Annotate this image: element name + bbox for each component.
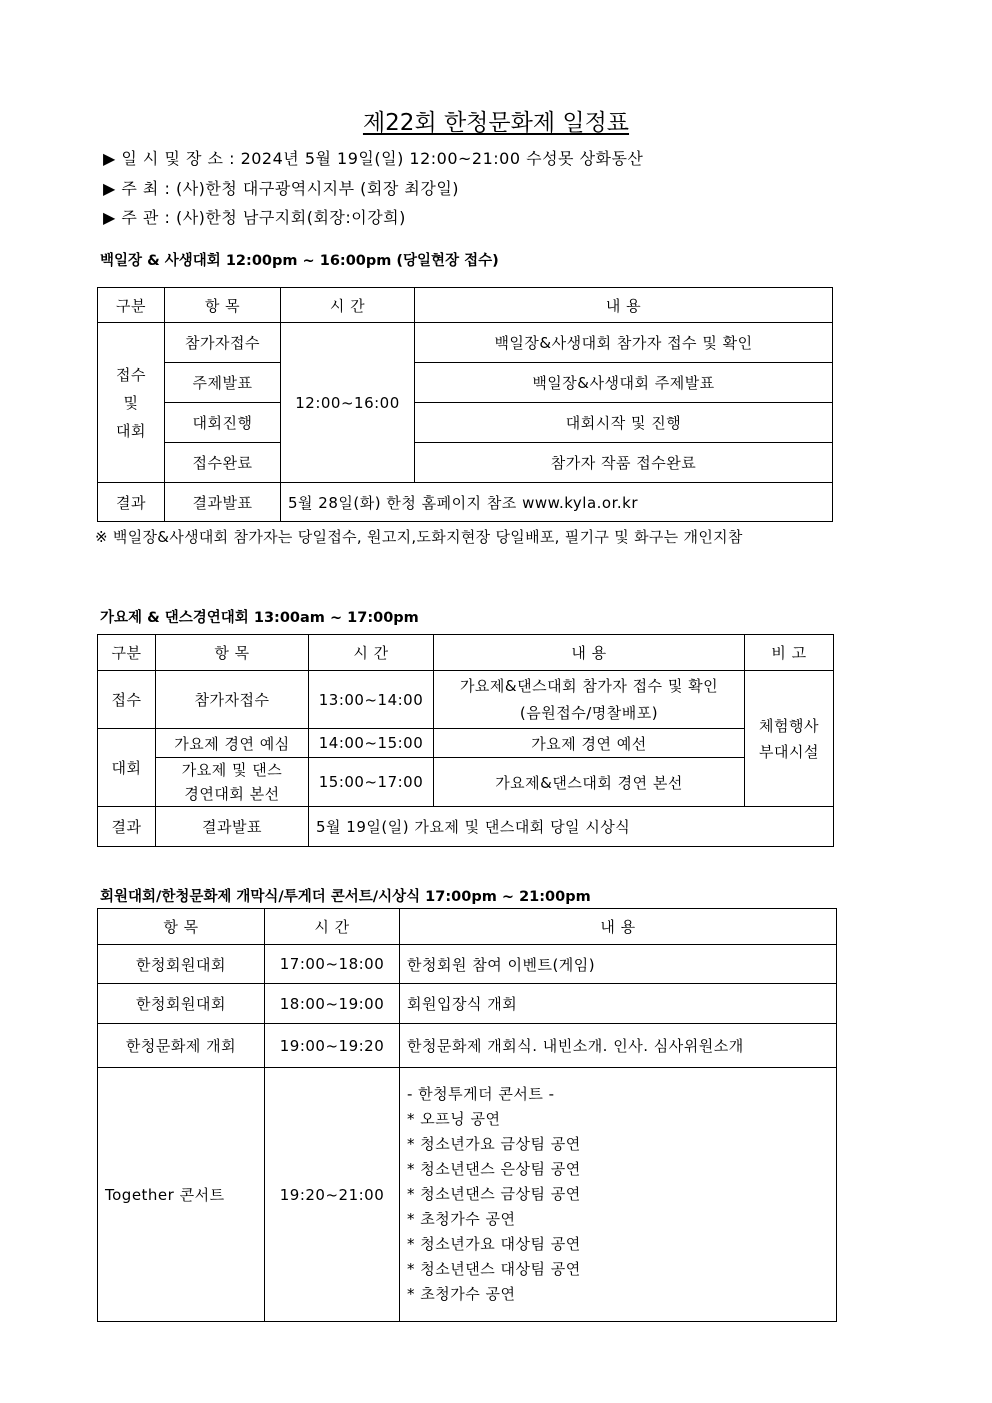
header-content: 내 용 (434, 635, 745, 671)
info-datetime-place: ▶ 일 시 및 장 소 : 2024년 5월 19일(일) 12:00~21:00 수성못 상화동산 (103, 149, 644, 168)
row-content: 가요제&댄스대회 경연 본선 (434, 758, 745, 807)
list-item: * 청소년댄스 대상팀 공연 (407, 1260, 581, 1278)
row-time: 19:20~21:00 (265, 1068, 400, 1322)
group-label-line: 대회 (116, 421, 146, 440)
row-group: 결과 (98, 483, 165, 522)
row-item: 참가자접수 (165, 323, 281, 363)
row-time: 19:00~19:20 (265, 1024, 400, 1068)
row-item: 대회진행 (165, 403, 281, 443)
table-row (98, 363, 833, 403)
header-item: 항 목 (98, 909, 265, 945)
row-time: 17:00~18:00 (265, 945, 400, 984)
header-item: 항 목 (165, 288, 281, 323)
table-row (98, 1024, 837, 1068)
list-item: * 초청가수 공연 (407, 1210, 516, 1228)
row-item: 결과발표 (156, 807, 309, 847)
row-content: 백일장&사생대회 참가자 접수 및 확인 (415, 323, 833, 363)
table-row (98, 483, 833, 522)
row-item: Together 콘서트 (98, 1068, 265, 1322)
row-content: 한청문화제 개회식. 내빈소개. 인사. 심사위원소개 (400, 1024, 837, 1068)
row-note-line: 부대시설 (759, 742, 819, 761)
list-item: * 오프닝 공연 (407, 1110, 501, 1128)
row-note (745, 671, 834, 807)
header-time: 시 간 (281, 288, 415, 323)
table-row (98, 443, 833, 483)
section3-table (97, 908, 837, 1322)
row-item: 참가자접수 (156, 671, 309, 729)
row-item: 접수완료 (165, 443, 281, 483)
row-content: 한청회원 참여 이벤트(게임) (400, 945, 837, 984)
header-content: 내 용 (400, 909, 837, 945)
row-content-line: (음원접수/명찰배포) (519, 703, 659, 722)
row-item: 결과발표 (165, 483, 281, 522)
list-item: * 청소년가요 금상팀 공연 (407, 1135, 581, 1153)
section2-heading: 가요제 & 댄스경연대회 13:00am ~ 17:00pm (100, 610, 419, 626)
header-category: 구분 (98, 288, 165, 323)
header-note: 비 고 (745, 635, 834, 671)
group-label-line: 접수 (116, 365, 146, 384)
row-time: 12:00~16:00 (281, 323, 415, 483)
row-content (400, 1068, 837, 1322)
row-group: 대회 (98, 729, 156, 807)
section3-heading: 회원대회/한청문화제 개막식/투게더 콘서트/시상식 17:00pm ~ 21:00pm (100, 889, 591, 905)
row-item (156, 758, 309, 807)
row-content: 참가자 작품 접수완료 (415, 443, 833, 483)
row-content: 대회시작 및 진행 (415, 403, 833, 443)
table-row (98, 403, 833, 443)
page-title (0, 104, 992, 137)
table-row (98, 758, 834, 807)
row-time: 18:00~19:00 (265, 984, 400, 1024)
info-host: ▶ 주 최 : (사)한청 대구광역시지부 (회장 최강일) (103, 179, 460, 198)
section1-table (97, 287, 833, 522)
list-item: * 청소년가요 대상팀 공연 (407, 1235, 581, 1253)
row-content: 회원입장식 개회 (400, 984, 837, 1024)
info-organizer: ▶ 주 관 : (사)한청 남구지회(회장:이강희) (103, 208, 406, 227)
header-category: 구분 (98, 635, 156, 671)
row-item: 한청회원대회 (98, 945, 265, 984)
table-row (98, 945, 837, 984)
page-title-text: 제22회 한청문화제 일정표 (362, 110, 630, 136)
row-item: 주제발표 (165, 363, 281, 403)
section1-heading: 백일장 & 사생대회 12:00pm ~ 16:00pm (당일현장 접수) (100, 253, 499, 269)
row-content: 5월 19일(일) 가요제 및 댄스대회 당일 시상식 (309, 807, 834, 847)
table-header-row (98, 909, 837, 945)
row-time: 13:00~14:00 (309, 671, 434, 729)
table-header-row (98, 288, 833, 323)
row-note-line: 체험행사 (759, 716, 819, 735)
table-row (98, 1068, 837, 1322)
row-group: 접수 (98, 671, 156, 729)
table-row (98, 807, 834, 847)
row-item-line: 경연대회 본선 (184, 785, 280, 803)
row-content: 5월 28일(화) 한청 홈페이지 참조 www.kyla.or.kr (281, 483, 833, 522)
row-item: 가요제 경연 예심 (156, 729, 309, 758)
row-content (434, 671, 745, 729)
header-time: 시 간 (309, 635, 434, 671)
table-header-row (98, 635, 834, 671)
row-content: 가요제 경연 예선 (434, 729, 745, 758)
concert-program-list (407, 1082, 832, 1307)
section1-note: ※ 백일장&사생대회 참가자는 당일접수, 원고지,도화지현장 당일배포, 필기구 및 화구는 개인지참 (95, 528, 743, 546)
row-item: 한청문화제 개회 (98, 1024, 265, 1068)
table-row (98, 323, 833, 363)
header-time: 시 간 (265, 909, 400, 945)
list-item: * 청소년댄스 금상팀 공연 (407, 1185, 581, 1203)
list-item: * 청소년댄스 은상팀 공연 (407, 1160, 581, 1178)
row-content: 백일장&사생대회 주제발표 (415, 363, 833, 403)
row-group: 결과 (98, 807, 156, 847)
table-row (98, 671, 834, 729)
row-item-line: 가요제 및 댄스 (181, 761, 283, 779)
group-label (98, 323, 165, 483)
row-item: 한청회원대회 (98, 984, 265, 1024)
list-item: - 한청투게더 콘서트 - (407, 1085, 555, 1103)
table-row (98, 984, 837, 1024)
table-row (98, 729, 834, 758)
row-time: 15:00~17:00 (309, 758, 434, 807)
header-content: 내 용 (415, 288, 833, 323)
row-content-line: 가요제&댄스대회 참가자 접수 및 확인 (459, 676, 719, 695)
section2-table (97, 634, 834, 847)
header-item: 항 목 (156, 635, 309, 671)
list-item: * 초청가수 공연 (407, 1285, 516, 1303)
row-time: 14:00~15:00 (309, 729, 434, 758)
group-label-line: 및 (123, 393, 139, 412)
